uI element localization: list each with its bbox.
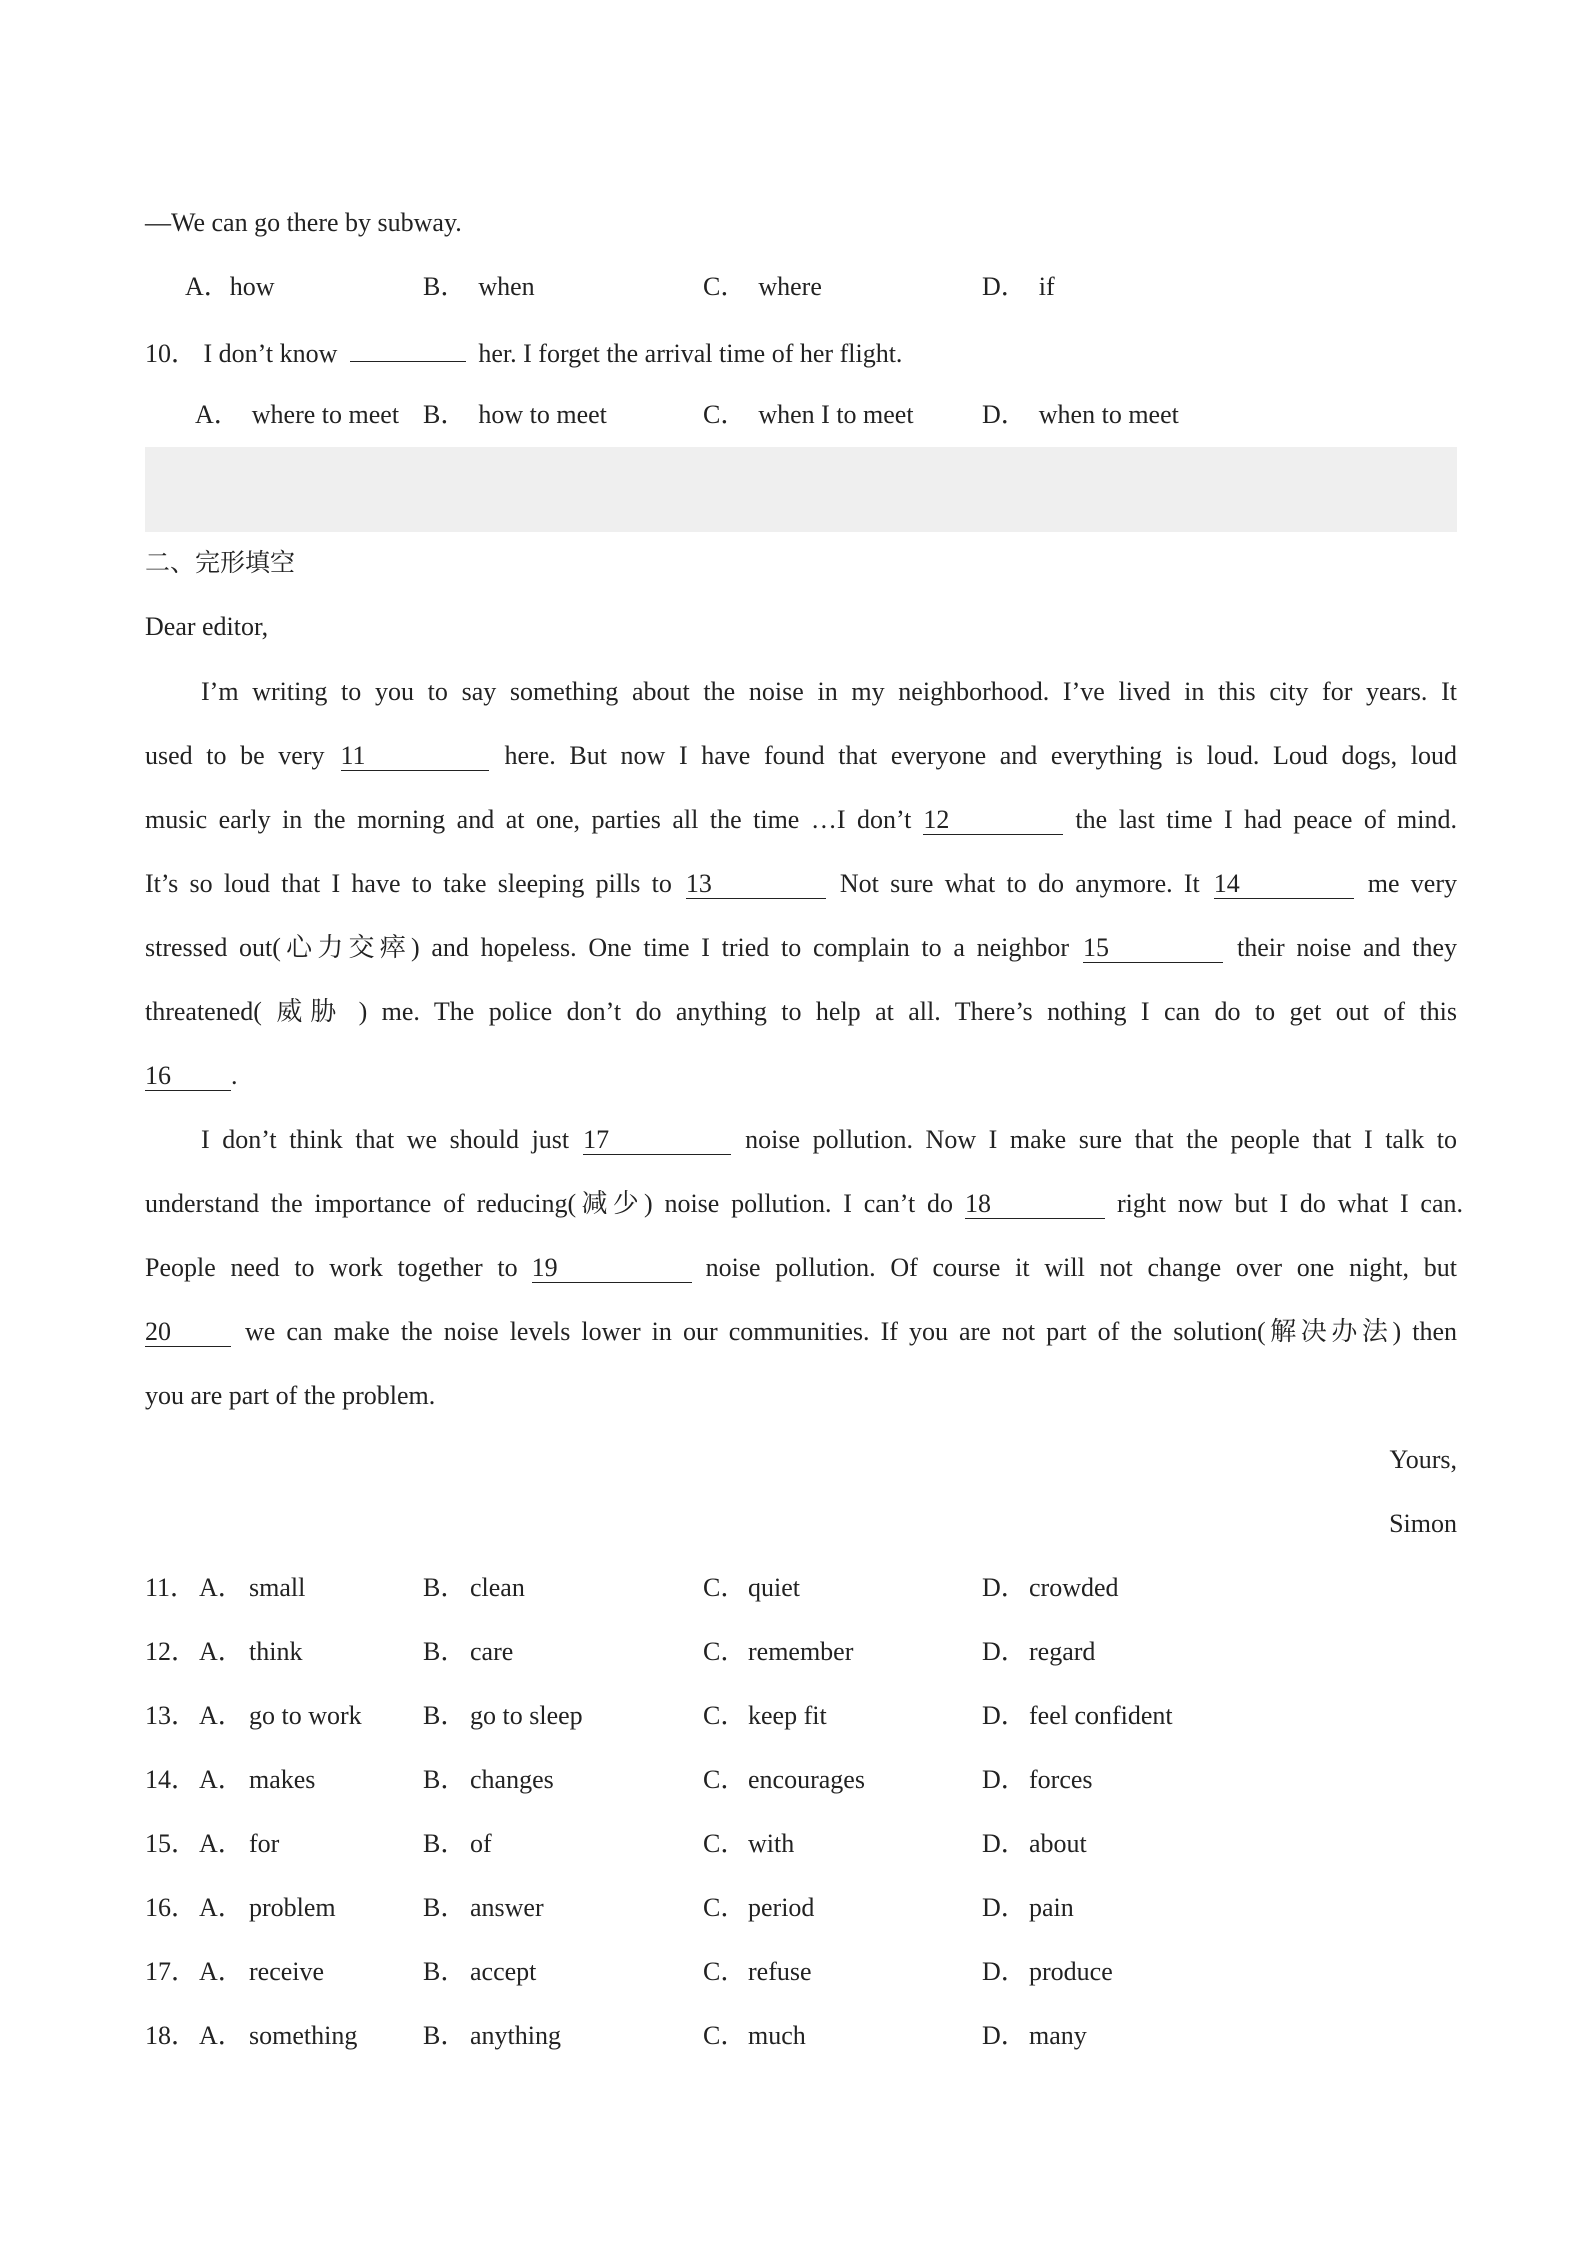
option-b-label: B． (423, 1957, 467, 1986)
option-c-text[interactable]: encourages (748, 1765, 865, 1794)
option-c-label: C． (703, 2021, 747, 2050)
option-a-text[interactable]: for (249, 1829, 280, 1858)
option-b-text[interactable]: of (470, 1829, 492, 1858)
q10-after: her. I forget the arrival time of her flight. (478, 339, 903, 368)
option-c-text[interactable]: period (748, 1893, 815, 1922)
option-d-text[interactable]: about (1029, 1829, 1087, 1858)
p2-line-4: 20 we can make the noise levels lower in our communities. If you are not part of the solution(解决办法) then (145, 1317, 1457, 1346)
p2-line-2: understand the importance of reducing(减少) noise pollution. I can’t do 18 right now but I do what I can. (145, 1189, 1463, 1218)
option-c-label: C． (703, 1573, 747, 1602)
option-d-text[interactable]: produce (1029, 1957, 1113, 1986)
option-b-text[interactable]: changes (470, 1765, 554, 1794)
option-c-label: C． (703, 1637, 747, 1666)
p2-line-3: People need to work together to 19 noise pollution. Of course it will not change over one night, but (145, 1253, 1457, 1282)
blank-18[interactable]: 18 (965, 1188, 1105, 1219)
option-a-label: A． (199, 1893, 244, 1922)
question-number: 12． (145, 1637, 198, 1666)
option-c-label: C． (703, 1957, 747, 1986)
question-number: 14． (145, 1765, 198, 1794)
q9-answer-text: —We can go there by subway. (145, 208, 462, 237)
blank-16[interactable]: 16 (145, 1060, 231, 1091)
option-b-label: B． (423, 1637, 467, 1666)
q9-option-c[interactable]: C． where (703, 272, 822, 301)
q9-answer-line (145, 203, 1457, 243)
p1-line-6: threatened( 威胁 ) me. The police don’t do anything to help at all. There’s nothing I can do to get out of this (145, 997, 1457, 1026)
p1-line-4: It’s so loud that I have to take sleeping pills to 13 Not sure what to do anymore. It 14 me very (145, 869, 1457, 898)
q9-option-b[interactable]: B． when (423, 272, 535, 301)
option-d-text[interactable]: feel confident (1029, 1701, 1173, 1730)
option-c-text[interactable]: keep fit (748, 1701, 827, 1730)
option-d-text[interactable]: many (1029, 2021, 1087, 2050)
q10-before: I don’t know (203, 339, 338, 368)
q10-option-d[interactable]: D． when to meet (982, 400, 1179, 429)
p2-line-5: you are part of the problem. (145, 1381, 436, 1410)
option-b-text[interactable]: anything (470, 2021, 561, 2050)
p1-line-7: 16 . (145, 1061, 238, 1090)
option-d-label: D． (982, 2021, 1027, 2050)
option-b-label: B． (423, 1893, 467, 1922)
q9-options (145, 267, 1457, 307)
option-d-text[interactable]: pain (1029, 1893, 1074, 1922)
question-number: 11． (145, 1573, 197, 1602)
question-row (145, 1696, 1445, 1736)
q10-option-a[interactable]: A． where to meet (195, 400, 400, 429)
q10-number: 10． (145, 339, 198, 368)
option-a-text[interactable]: something (249, 2021, 358, 2050)
option-c-text[interactable]: quiet (748, 1573, 800, 1602)
option-b-text[interactable]: go to sleep (470, 1701, 583, 1730)
option-d-label: D． (982, 1893, 1027, 1922)
section-title: 二、完形填空 (145, 548, 296, 577)
option-a-text[interactable]: makes (249, 1765, 316, 1794)
option-c-text[interactable]: much (748, 2021, 806, 2050)
q10-option-c[interactable]: C． when I to meet (703, 400, 914, 429)
option-c-label: C． (703, 1893, 747, 1922)
question-row (145, 2016, 1445, 2056)
p2-line-1: I don’t think that we should just 17 noise pollution. Now I make sure that the people that I talk to (201, 1125, 1457, 1154)
blank-14[interactable]: 14 (1214, 868, 1354, 899)
option-b-label: B． (423, 1573, 467, 1602)
option-d-label: D． (982, 1765, 1027, 1794)
q10-options (145, 395, 1457, 435)
option-a-text[interactable]: receive (249, 1957, 325, 1986)
question-row (145, 1888, 1445, 1928)
question-row (145, 1568, 1445, 1608)
option-b-text[interactable]: clean (470, 1573, 525, 1602)
option-d-text[interactable]: regard (1029, 1637, 1096, 1666)
option-a-label: A． (199, 1701, 244, 1730)
option-d-label: D． (982, 1957, 1027, 1986)
p1-line-3: music early in the morning and at one, parties all the time …I don’t 12 the last time I had peace of mind. (145, 805, 1458, 834)
q10-option-b[interactable]: B． how to meet (423, 400, 607, 429)
option-c-label: C． (703, 1829, 747, 1858)
blank-11[interactable]: 11 (341, 740, 489, 771)
option-a-label: A． (199, 1637, 244, 1666)
option-a-text[interactable]: think (249, 1637, 303, 1666)
q9-option-d[interactable]: D． if (982, 272, 1055, 301)
option-a-label: A． (199, 2021, 244, 2050)
option-a-text[interactable]: problem (249, 1893, 336, 1922)
option-c-text[interactable]: refuse (748, 1957, 812, 1986)
option-d-label: D． (982, 1829, 1027, 1858)
question-number: 13． (145, 1701, 198, 1730)
option-b-label: B． (423, 1701, 467, 1730)
option-a-label: A． (199, 1573, 244, 1602)
question-number: 16． (145, 1893, 198, 1922)
p1-line-5: stressed out(心力交瘁) and hopeless. One time I tried to complain to a neighbor 15 their noise and they (145, 933, 1457, 962)
option-d-label: D． (982, 1701, 1027, 1730)
option-d-text[interactable]: crowded (1029, 1573, 1119, 1602)
question-row (145, 1952, 1445, 1992)
option-b-text[interactable]: answer (470, 1893, 544, 1922)
q9-option-a[interactable]: A．how (185, 272, 275, 301)
option-c-text[interactable]: remember (748, 1637, 854, 1666)
blank-19[interactable]: 19 (532, 1252, 692, 1283)
question-number: 18． (145, 2021, 198, 2050)
option-b-text[interactable]: accept (470, 1957, 537, 1986)
blank-13[interactable]: 13 (686, 868, 826, 899)
option-a-label: A． (199, 1829, 244, 1858)
option-b-label: B． (423, 1765, 467, 1794)
option-c-text[interactable]: with (748, 1829, 795, 1858)
option-c-label: C． (703, 1765, 747, 1794)
option-b-text[interactable]: care (470, 1637, 514, 1666)
answer-area-bar (145, 447, 1457, 532)
letter-signature: Simon (1389, 1509, 1457, 1538)
letter-greeting: Dear editor, (145, 612, 269, 641)
p1-line-1: I’m writing to you to say something about the noise in my neighborhood. I’ve lived in this city for years. It (201, 677, 1457, 706)
option-d-label: D． (982, 1637, 1027, 1666)
option-d-text[interactable]: forces (1029, 1765, 1093, 1794)
question-row (145, 1632, 1445, 1672)
option-a-label: A． (199, 1957, 244, 1986)
option-c-label: C． (703, 1701, 747, 1730)
option-a-label: A． (199, 1765, 244, 1794)
option-b-label: B． (423, 2021, 467, 2050)
blank-17[interactable]: 17 (583, 1124, 731, 1155)
question-row (145, 1824, 1445, 1864)
question-row (145, 1760, 1445, 1800)
q10-stem (145, 331, 1457, 371)
question-number: 17． (145, 1957, 198, 1986)
option-a-text[interactable]: go to work (249, 1701, 362, 1730)
letter-closing: Yours, (1389, 1445, 1457, 1474)
q10-blank[interactable] (350, 331, 466, 362)
option-d-label: D． (982, 1573, 1027, 1602)
blank-20[interactable]: 20 (145, 1316, 231, 1347)
question-number: 15． (145, 1829, 198, 1858)
p1-line-2: used to be very 11 here. But now I have found that everyone and everything is loud. Loud dogs, loud (145, 741, 1457, 770)
blank-12[interactable]: 12 (923, 804, 1063, 835)
blank-15[interactable]: 15 (1083, 932, 1223, 963)
option-b-label: B． (423, 1829, 467, 1858)
option-a-text[interactable]: small (249, 1573, 306, 1602)
